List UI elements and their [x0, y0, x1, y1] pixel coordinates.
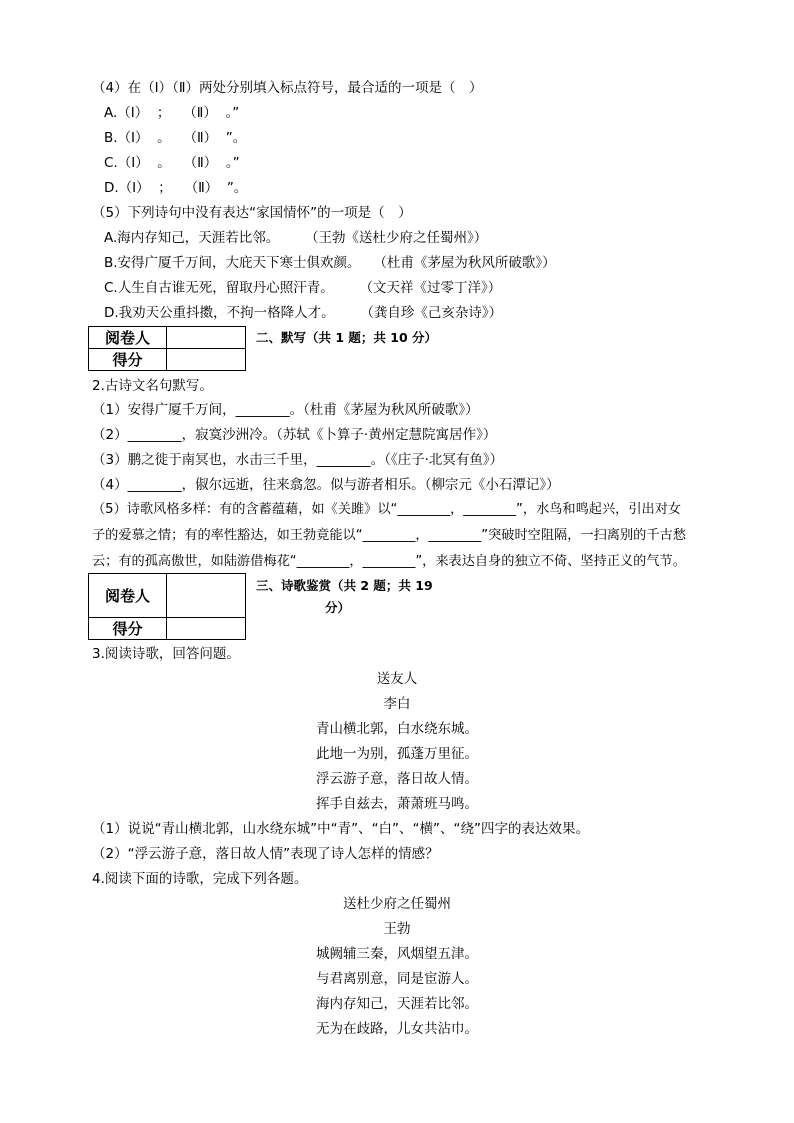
q4-stem: 4.阅读下面的诗歌，完成下列各题。 [92, 871, 308, 887]
q4-poem-line-3: 海内存知己，天涯若比邻。 [316, 996, 478, 1012]
q2-item-1: （1）安得广厦千万间，________。（杜甫《茅屋为秋风所破歌》） [92, 402, 479, 418]
section-3-title-line-1: 三、诗歌鉴赏（共 2 题；共 19 [256, 578, 433, 593]
q1-4-option-d: D.（Ⅰ） ； （Ⅱ） ”。 [104, 180, 248, 196]
q3-poem-author: 李白 [383, 696, 411, 712]
q3-poem-title: 送友人 [376, 671, 418, 687]
q4-poem-line-2: 与君离别意，同是宦游人。 [316, 971, 478, 987]
grader-label: 阅卷人 [89, 327, 167, 349]
q1-5-stem: （5）下列诗句中没有表达“家国情怀”的一项是（ ） [92, 205, 412, 221]
grader-field [167, 574, 246, 618]
score-box-2 [88, 573, 246, 640]
q2-item-3: （3）鹏之徙于南冥也，水击三千里，________。（《庄子·北冥有鱼》） [92, 452, 504, 468]
q1-5-option-a: A.海内存知己，天涯若比邻。 （王勃《送杜少府之任蜀州》） [104, 230, 488, 246]
section-3-title-line-2: 分） [325, 600, 351, 615]
q4-poem-line-4: 无为在歧路，儿女共沾巾。 [316, 1021, 478, 1037]
score-label: 得分 [89, 349, 167, 371]
score-field [167, 349, 246, 371]
q4-poem-author: 王勃 [383, 921, 411, 937]
q3-stem: 3.阅读诗歌，回答问题。 [92, 646, 240, 662]
q2-stem: 2.古诗文名句默写。 [92, 378, 213, 394]
q4-poem-title: 送杜少府之任蜀州 [343, 896, 451, 912]
q3-poem-line-4: 挥手自兹去，萧萧班马鸣。 [316, 796, 478, 812]
q2-item-5-line-1: （5）诗歌风格多样：有的含蓄蕴藉，如《关雎》以“________，________”，水鸟和鸣起兴，引出对女 [92, 502, 682, 517]
q2-item-4: （4）________，俶尔远逝，往来翕忽。似与游者相乐。（柳宗元《小石潭记》） [92, 477, 560, 493]
q3-question-1: （1）说说“青山横北郭，山水绕东城”中“青”、“白”、“横”、“绕”四字的表达效果。 [92, 821, 590, 837]
q1-4-option-c: C.（Ⅰ） 。 （Ⅱ） 。” [104, 155, 240, 171]
q1-5-option-b: B.安得广厦千万间，大庇天下寒士俱欢颜。 （杜甫《茅屋为秋风所破歌》） [104, 255, 556, 271]
grader-label: 阅卷人 [89, 574, 167, 618]
q1-4-stem: （4）在（Ⅰ）（Ⅱ）两处分别填入标点符号，最合适的一项是（ ） [92, 80, 483, 96]
q3-poem-line-1: 青山横北郭，白水绕东城。 [316, 721, 478, 737]
score-label: 得分 [89, 618, 167, 640]
q3-poem-line-2: 此地一为别，孤蓬万里征。 [316, 746, 478, 762]
q3-question-2: （2）“浮云游子意，落日故人情”表现了诗人怎样的情感？ [92, 846, 439, 862]
q1-4-option-b: B.（Ⅰ） 。 （Ⅱ） ”。 [104, 130, 247, 146]
q1-4-option-a: A.（Ⅰ） ； （Ⅱ） 。” [104, 105, 240, 121]
q4-poem-line-1: 城阙辅三秦，风烟望五津。 [316, 946, 478, 962]
grader-field [167, 327, 246, 349]
q1-5-option-c: C.人生自古谁无死，留取丹心照汗青。 （文天祥《过零丁洋》） [104, 280, 502, 296]
q2-item-5-line-3: 云；有的孤高傲世，如陆游借梅花“________，________”，来表达自身的独立不倚、坚持正义的气节。 [92, 554, 686, 569]
score-field [167, 618, 246, 640]
section-2-title: 二、默写（共 1 题；共 10 分） [256, 330, 438, 345]
q2-item-5-line-2: 子的爱慕之情；有的率性豁达，如王勃竟能以“________，________”突破时空阻隔，一扫离别的千古愁 [92, 528, 686, 543]
q2-item-2: （2）________，寂寞沙洲冷。（苏轼《卜算子·黄州定慧院寓居作》） [92, 427, 497, 443]
q1-5-option-d: D.我劝天公重抖擞，不拘一格降人才。 （龚自珍《己亥杂诗》） [104, 305, 503, 321]
score-box-1 [88, 326, 246, 371]
q3-poem-line-3: 浮云游子意，落日故人情。 [316, 771, 478, 787]
